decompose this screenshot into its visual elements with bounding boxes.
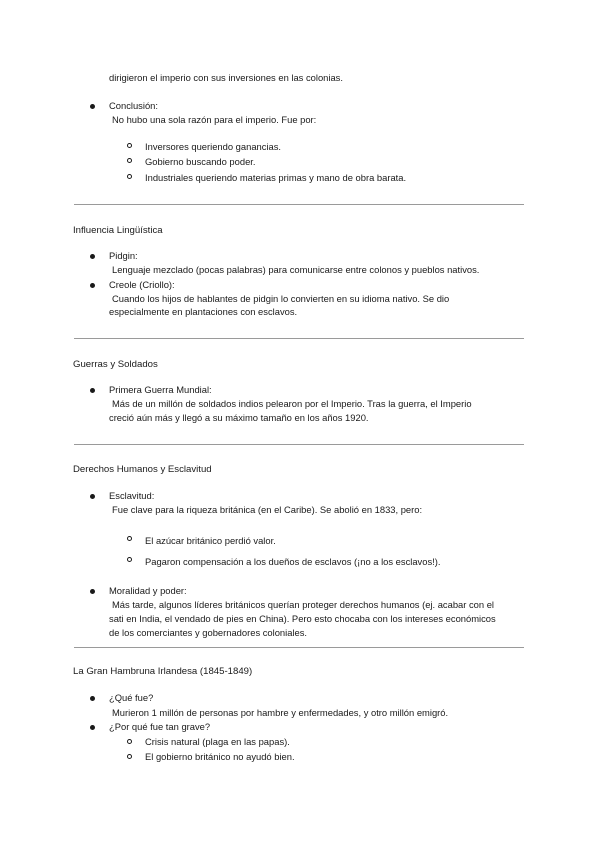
bullet-icon xyxy=(90,696,95,701)
bullet-icon xyxy=(90,725,95,730)
circle-bullet-icon xyxy=(127,174,132,179)
list-item: Crisis natural (plaga en las papas). xyxy=(145,736,290,747)
slavery-label: Esclavitud: xyxy=(109,490,155,501)
morality-label: Moralidad y poder: xyxy=(109,585,187,596)
intro-continuation: dirigieron el imperio con sus inversiones en las colonias. xyxy=(109,72,343,83)
circle-bullet-icon xyxy=(127,143,132,148)
section-title-famine: La Gran Hambruna Irlandesa (1845-1849) xyxy=(73,666,253,677)
famine-q2-label: ¿Por qué fue tan grave? xyxy=(109,721,211,732)
circle-bullet-icon xyxy=(127,557,132,562)
conclusion-text: No hubo una sola razón para el imperio. Fue por: xyxy=(112,114,317,125)
famine-q1-label: ¿Qué fue? xyxy=(109,692,154,703)
slavery-text: Fue clave para la riqueza británica (en el Caribe). Se abolió en 1833, pero: xyxy=(112,504,423,515)
section-divider xyxy=(74,204,524,205)
section-title-rights: Derechos Humanos y Esclavitud xyxy=(73,464,212,475)
bullet-icon xyxy=(90,388,95,393)
wars-text-line-2: creció aún más y llegó a su máximo tamaño en los años 1920. xyxy=(109,412,369,423)
section-divider xyxy=(74,338,524,339)
morality-text-line-3: de los comerciantes y gobernadores coloniales. xyxy=(109,627,308,638)
pidgin-text: Lenguaje mezclado (pocas palabras) para comunicarse entre colonos y pueblos nativos. xyxy=(112,264,480,275)
list-item: Pagaron compensación a los dueños de esclavos (¡no a los esclavos!). xyxy=(145,556,441,567)
bullet-icon xyxy=(90,283,95,288)
bullet-icon xyxy=(90,254,95,259)
bullet-icon xyxy=(90,494,95,499)
section-divider xyxy=(74,444,524,445)
section-title-linguistic: Influencia Lingüística xyxy=(73,225,163,236)
list-item: El gobierno británico no ayudó bien. xyxy=(145,751,295,762)
morality-text-line-1: Más tarde, algunos líderes británicos querían proteger derechos humanos (ej. acabar con el xyxy=(112,599,494,610)
list-item: Industriales queriendo materias primas y mano de obra barata. xyxy=(145,172,407,183)
list-item: Inversores queriendo ganancias. xyxy=(145,141,282,152)
famine-q1-text: Murieron 1 millón de personas por hambre y enfermedades, y otro millón emigró. xyxy=(112,707,449,718)
circle-bullet-icon xyxy=(127,536,132,541)
bullet-icon xyxy=(90,104,95,109)
pidgin-label: Pidgin: xyxy=(109,250,138,261)
list-item: El azúcar británico perdió valor. xyxy=(145,535,276,546)
wars-text-line-1: Más de un millón de soldados indios pelearon por el Imperio. Tras la guerra, el Imperio xyxy=(112,398,472,409)
list-item: Gobierno buscando poder. xyxy=(145,156,256,167)
section-title-wars: Guerras y Soldados xyxy=(73,359,158,370)
circle-bullet-icon xyxy=(127,754,132,759)
circle-bullet-icon xyxy=(127,158,132,163)
morality-text-line-2: sati en India, el vendado de pies en China). Pero esto chocaba con los intereses económicos xyxy=(109,613,496,624)
section-divider xyxy=(74,647,524,648)
creole-label: Creole (Criollo): xyxy=(109,279,175,290)
creole-text-line-2: especialmente en plantaciones con esclavos. xyxy=(109,306,298,317)
circle-bullet-icon xyxy=(127,739,132,744)
creole-text-line-1: Cuando los hijos de hablantes de pidgin lo convierten en su idioma nativo. Se dio xyxy=(112,293,450,304)
wars-label: Primera Guerra Mundial: xyxy=(109,384,212,395)
conclusion-label: Conclusión: xyxy=(109,100,158,111)
bullet-icon xyxy=(90,589,95,594)
